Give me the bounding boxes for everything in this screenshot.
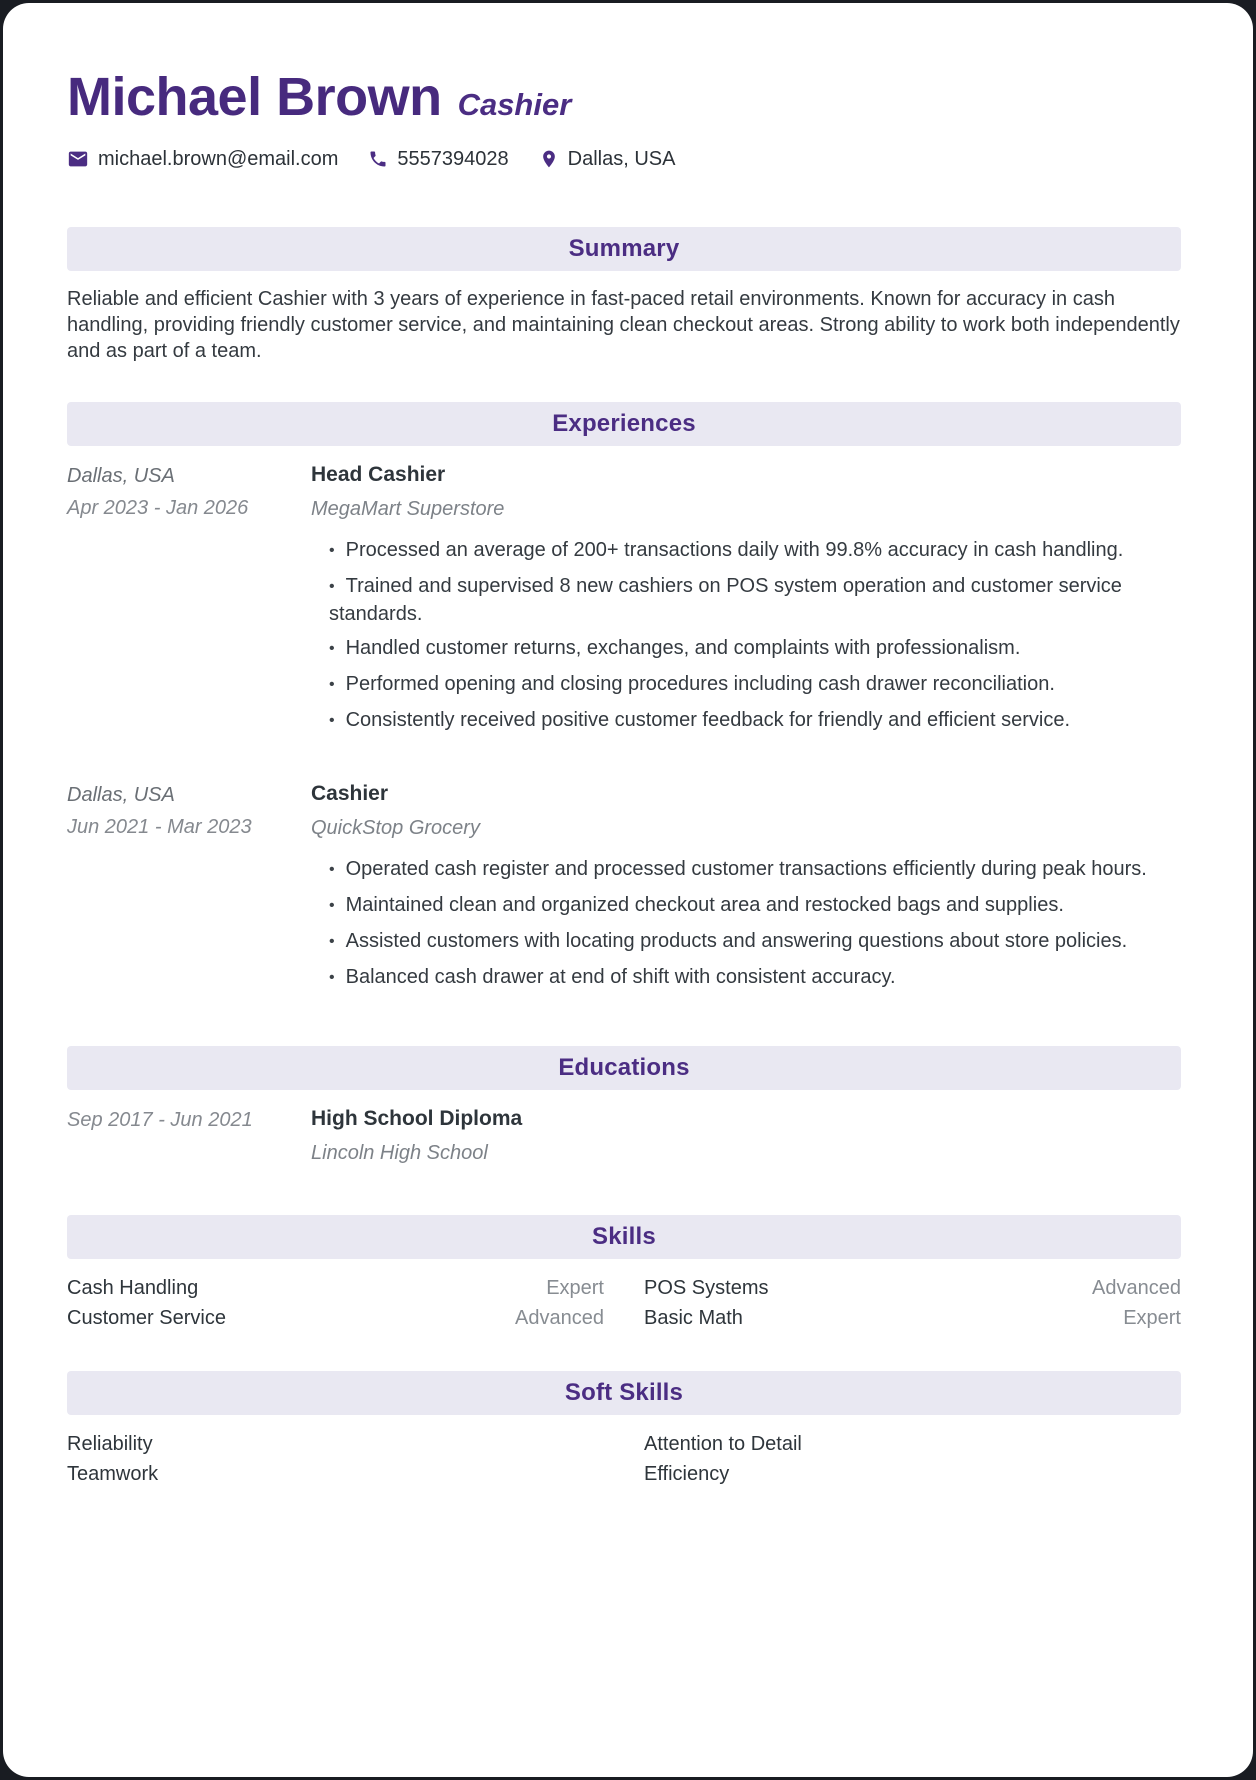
skill-row — [644, 1273, 1181, 1303]
soft-skills-grid — [67, 1429, 1181, 1489]
skill-level: Advanced — [1092, 1276, 1181, 1299]
contact-email — [67, 148, 338, 171]
summary-text: Reliable and efficient Cashier with 3 years of experience in fast-paced retail environments. Known for accuracy in cash handling, providing friendly customer service, and maintaining clean checkout areas. Strong ability to work both independently and as part of a team. — [67, 287, 1180, 362]
experience-role: Head Cashier — [311, 462, 446, 486]
summary-section — [67, 227, 1181, 364]
email-icon — [67, 148, 89, 170]
experience-bullet: • Performed opening and closing procedures including cash drawer reconciliation. — [329, 671, 1181, 699]
skill-level: Expert — [546, 1276, 604, 1299]
skill-row — [67, 1273, 604, 1303]
educations-section — [67, 1046, 1181, 1165]
experience-bullet: • Maintained clean and organized checkout area and restocked bags and supplies. — [329, 892, 1181, 920]
education-meta — [67, 1104, 311, 1165]
experience-company: QuickStop Grocery — [311, 816, 480, 839]
experience-bullet-list — [311, 537, 1181, 735]
name-row — [67, 69, 1181, 126]
summary-section-header — [67, 227, 1181, 271]
soft-skills-section-title: Soft Skills — [564, 1378, 684, 1406]
experience-bullet: • Trained and supervised 8 new cashiers on POS system operation and customer service standards. — [329, 573, 1181, 627]
experiences-list — [67, 460, 1181, 1000]
soft-skill-item: Attention to Detail — [644, 1432, 802, 1455]
education-degree: High School Diploma — [311, 1106, 523, 1130]
soft-skill-item: Teamwork — [67, 1462, 159, 1485]
experience-dates: Apr 2023 - Jan 2026 — [67, 496, 249, 519]
soft-skill-item: Reliability — [67, 1432, 153, 1455]
candidate-name: Michael Brown — [67, 67, 442, 127]
soft-skill-item: Efficiency — [644, 1462, 730, 1485]
skill-name: Basic Math — [644, 1306, 743, 1329]
experience-bullet: • Handled customer returns, exchanges, and complaints with professionalism. — [329, 635, 1181, 663]
experience-bullet: • Operated cash register and processed customer transactions efficiently during peak hours. — [329, 856, 1181, 884]
skills-section-header — [67, 1215, 1181, 1259]
education-dates: Sep 2017 - Jun 2021 — [67, 1108, 253, 1131]
skill-row — [67, 1303, 604, 1333]
soft-skills-section-header — [67, 1371, 1181, 1415]
experience-details — [311, 779, 1181, 1000]
experience-bullet-list — [311, 856, 1181, 992]
contact-email-text: michael.brown@email.com — [98, 147, 339, 170]
skill-level: Expert — [1123, 1306, 1181, 1329]
experiences-section — [67, 402, 1181, 1000]
candidate-job-title: Cashier — [457, 87, 572, 122]
resume-page — [3, 3, 1253, 1777]
experience-meta — [67, 779, 311, 1000]
experience-bullet: • Consistently received positive customer feedback for friendly and efficient service. — [329, 707, 1181, 735]
experience-location: Dallas, USA — [67, 464, 175, 487]
location-pin-icon — [539, 149, 559, 169]
educations-section-header — [67, 1046, 1181, 1090]
skill-name: Cash Handling — [67, 1276, 199, 1299]
contact-location-text: Dallas, USA — [567, 147, 676, 170]
experiences-section-title: Experiences — [552, 409, 696, 437]
experiences-section-header — [67, 402, 1181, 446]
experience-details — [311, 460, 1181, 743]
summary-section-title: Summary — [568, 234, 680, 262]
educations-list — [67, 1104, 1181, 1165]
skill-level: Advanced — [515, 1306, 604, 1329]
education-details — [311, 1104, 1181, 1165]
experience-item — [67, 779, 1181, 1000]
skills-section — [67, 1215, 1181, 1333]
skill-name: Customer Service — [67, 1306, 226, 1329]
experience-dates: Jun 2021 - Mar 2023 — [67, 815, 252, 838]
experience-company: MegaMart Superstore — [311, 497, 505, 520]
experience-location: Dallas, USA — [67, 783, 175, 806]
contact-row — [67, 148, 1181, 171]
contact-location — [539, 148, 676, 171]
education-school: Lincoln High School — [311, 1141, 488, 1164]
phone-icon — [368, 149, 388, 169]
education-item — [67, 1104, 1181, 1165]
soft-skills-section — [67, 1371, 1181, 1489]
experience-bullet: • Assisted customers with locating products and answering questions about store policies. — [329, 928, 1181, 956]
skills-grid — [67, 1273, 1181, 1333]
contact-phone-text: 5557394028 — [397, 147, 509, 170]
contact-phone — [368, 148, 508, 171]
experience-bullet: • Balanced cash drawer at end of shift with consistent accuracy. — [329, 964, 1181, 992]
skill-name: POS Systems — [644, 1276, 769, 1299]
experience-meta — [67, 460, 311, 743]
educations-section-title: Educations — [558, 1053, 690, 1081]
experience-bullet: • Processed an average of 200+ transactions daily with 99.8% accuracy in cash handling. — [329, 537, 1181, 565]
resume-header — [67, 69, 1181, 171]
skills-section-title: Skills — [592, 1222, 656, 1250]
skill-row — [644, 1303, 1181, 1333]
experience-item — [67, 460, 1181, 743]
experience-role: Cashier — [311, 781, 389, 805]
